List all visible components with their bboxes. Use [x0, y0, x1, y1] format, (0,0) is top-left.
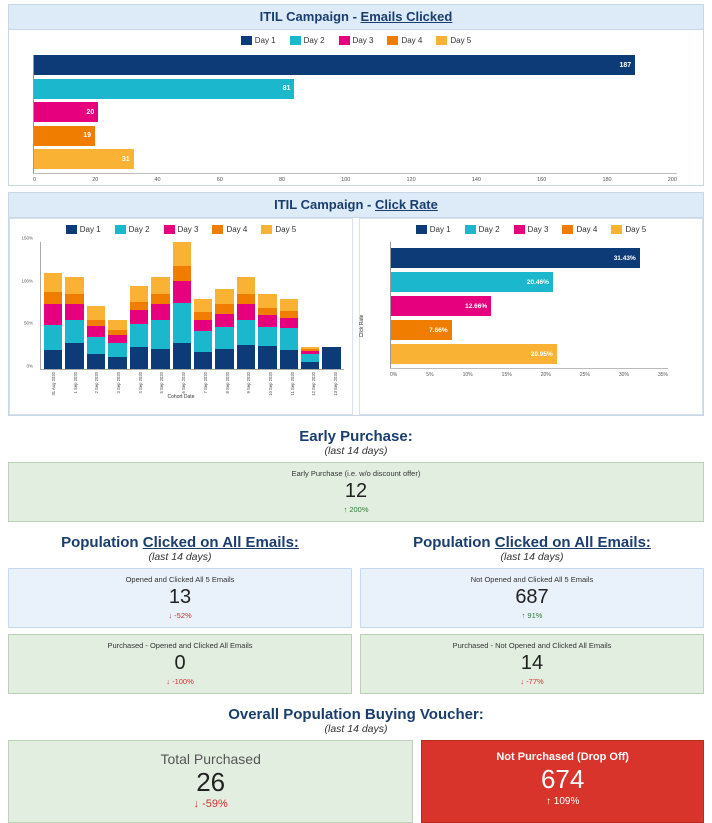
- legend-swatch: [339, 36, 350, 45]
- purchased-opened-clicked-label: Purchased - Opened and Clicked All Emails: [107, 641, 253, 650]
- click-rate-bar[interactable]: [391, 320, 452, 340]
- legend-item[interactable]: [339, 36, 374, 45]
- cohort-segment: [258, 315, 276, 327]
- cohort-segment: [173, 281, 191, 303]
- purchased-not-opened-clicked-value: 14: [520, 652, 544, 674]
- axis-tick-label: 20%: [540, 372, 551, 378]
- axis-tick-label: 0%: [390, 372, 398, 378]
- cohort-column[interactable]: [194, 299, 212, 369]
- click-rate-yaxis-label: Click Rate: [359, 314, 365, 338]
- emails-clicked-title-link[interactable]: Emails Clicked: [360, 9, 453, 24]
- cohort-column[interactable]: [151, 277, 169, 369]
- click-rate-bar[interactable]: [391, 296, 491, 316]
- emails-clicked-title-prefix: ITIL Campaign -: [259, 9, 361, 24]
- cohort-segment: [237, 345, 255, 369]
- emails-clicked-bar[interactable]: [34, 79, 294, 99]
- population-right-subtitle: (last 14 days): [500, 551, 564, 563]
- axis-tick-label: 20: [92, 177, 99, 183]
- not-purchased-delta: [426, 796, 699, 807]
- total-purchased-arrow-icon: ↓: [193, 798, 200, 810]
- legend-item[interactable]: [290, 36, 325, 45]
- axis-tick-label: 180: [602, 177, 612, 183]
- axis-tick-label: 80: [278, 177, 286, 183]
- click-rate-bar-row: [391, 248, 668, 268]
- not-opened-clicked-all-label: Not Opened and Clicked All 5 Emails: [470, 575, 594, 584]
- axis-tick-label: 11 Sep 2020: [289, 372, 295, 396]
- population-left-subtitle: (last 14 days): [148, 551, 212, 563]
- legend-swatch: [241, 36, 252, 45]
- axis-tick-label: 25%: [579, 372, 590, 378]
- emails-clicked-plot: [33, 55, 677, 173]
- cohort-segment: [151, 320, 169, 349]
- cohort-segment: [258, 327, 276, 346]
- cohort-segment: [280, 311, 298, 318]
- early-purchase-card-label: Early Purchase (i.e. w/o discount offer): [291, 469, 421, 478]
- legend-label: Day 2: [128, 225, 150, 234]
- legend-swatch: [436, 36, 447, 45]
- click-rate-panel: [8, 192, 704, 416]
- bar-value-label: 20: [86, 108, 95, 116]
- purchased-opened-clicked-delta-value: -100%: [172, 677, 194, 686]
- legend-swatch: [261, 225, 272, 234]
- cohort-segment: [130, 347, 148, 369]
- cohort-segment: [215, 304, 233, 313]
- legend-item[interactable]: [611, 225, 646, 234]
- cohort-segment: [130, 302, 148, 311]
- cohort-segment: [87, 320, 105, 327]
- legend-label: Day 3: [527, 225, 549, 234]
- axis-tick-label: 30%: [618, 372, 629, 378]
- bar-value-label: 7.66%: [429, 326, 448, 334]
- click-rate-bar-row: [391, 320, 668, 340]
- cohort-segment: [280, 299, 298, 311]
- cohort-yaxis: [10, 235, 36, 369]
- legend-item[interactable]: [261, 225, 296, 234]
- legend-swatch: [387, 36, 398, 45]
- cohort-xaxis: [40, 370, 344, 396]
- legend-label: Day 3: [177, 225, 199, 234]
- early-purchase-subtitle: (last 14 days): [324, 445, 388, 457]
- cohort-segment: [280, 328, 298, 350]
- axis-tick-label: 8 Sep 2020: [224, 372, 230, 394]
- cohort-column[interactable]: [322, 347, 340, 369]
- axis-tick-label: 160: [537, 177, 547, 183]
- legend-item[interactable]: [66, 225, 101, 234]
- axis-tick-label: 12 Sep 2020: [311, 372, 317, 396]
- legend-item[interactable]: [212, 225, 247, 234]
- axis-tick-label: 9 Sep 2020: [246, 372, 252, 394]
- not-purchased-card[interactable]: [421, 740, 704, 823]
- axis-tick-label: 200: [667, 177, 677, 183]
- legend-swatch: [115, 225, 126, 234]
- click-rate-xaxis: [390, 368, 668, 378]
- total-purchased-label: Total Purchased: [160, 751, 261, 767]
- axis-tick-label: 35%: [657, 372, 668, 378]
- cohort-segment: [44, 325, 62, 351]
- emails-clicked-panel: [8, 4, 704, 186]
- legend-label: Day 3: [352, 36, 374, 45]
- legend-item[interactable]: [416, 225, 451, 234]
- legend-swatch: [514, 225, 525, 234]
- axis-tick-label: 1 Sep 2020: [72, 372, 78, 394]
- cohort-segment: [173, 266, 191, 281]
- cohort-segment: [173, 242, 191, 266]
- population-left-title-link[interactable]: Clicked on All Emails:: [142, 534, 299, 551]
- cohort-segment: [215, 289, 233, 304]
- cohort-segment: [65, 343, 83, 369]
- cohort-segment: [215, 327, 233, 348]
- not-opened-clicked-all-delta: [365, 611, 699, 620]
- cohort-segment: [301, 354, 319, 363]
- cohort-segment: [87, 337, 105, 354]
- emails-clicked-bar[interactable]: [34, 126, 95, 146]
- population-left-title-prefix: Population: [61, 534, 143, 551]
- not-opened-clicked-all-value: 687: [515, 586, 549, 608]
- population-row-1: [8, 568, 704, 628]
- cohort-column[interactable]: [65, 277, 83, 369]
- bar-value-label: 31.43%: [613, 254, 636, 262]
- legend-label: Day 1: [254, 36, 276, 45]
- cohort-segment: [237, 277, 255, 294]
- click-rate-bar[interactable]: [391, 344, 557, 364]
- cohort-segment: [258, 294, 276, 308]
- total-purchased-delta: [13, 798, 408, 810]
- cohort-segment: [44, 292, 62, 304]
- not-purchased-delta-value: 109%: [553, 796, 580, 808]
- legend-item[interactable]: [562, 225, 597, 234]
- purchased-opened-clicked-arrow-icon: ↓: [166, 677, 170, 686]
- not-purchased-value: 674: [540, 764, 585, 794]
- legend-swatch: [212, 225, 223, 234]
- legend-item[interactable]: [115, 225, 150, 234]
- not-opened-clicked-all-delta-value: 91%: [527, 611, 543, 620]
- early-purchase-title: Early Purchase:: [299, 428, 413, 445]
- cohort-segment: [65, 320, 83, 344]
- opened-clicked-all-delta: [13, 611, 347, 620]
- purchased-opened-clicked-delta: [13, 677, 347, 686]
- total-purchased-value: 26: [196, 767, 226, 797]
- population-right-title: [360, 528, 704, 551]
- cohort-segment: [151, 294, 169, 304]
- not-purchased-label: Not Purchased (Drop Off): [496, 751, 629, 763]
- click-rate-bar-row: [391, 272, 668, 292]
- overall-subtitle: (last 14 days): [324, 723, 388, 735]
- cohort-stacked-chart: [9, 218, 353, 415]
- cohort-xaxis-label: Cohort Date: [167, 394, 195, 400]
- purchased-not-opened-clicked-delta: [365, 677, 699, 686]
- emails-clicked-bar[interactable]: [34, 149, 134, 169]
- cohort-column[interactable]: [108, 320, 126, 369]
- axis-tick-label: 3 Sep 2020: [116, 372, 121, 394]
- emails-clicked-bar[interactable]: [34, 55, 635, 75]
- not-purchased-arrow-icon: ↑: [545, 796, 551, 808]
- opened-clicked-all-card[interactable]: [8, 568, 352, 628]
- bar-value-label: 12.66%: [465, 302, 488, 310]
- opened-clicked-all-arrow-icon: ↓: [168, 611, 173, 620]
- early-purchase-card-delta: [13, 505, 699, 514]
- emails-clicked-chart: [9, 49, 703, 185]
- axis-tick-label: 10 Sep 2020: [268, 372, 273, 396]
- emails-clicked-title: [9, 5, 703, 30]
- cohort-column[interactable]: [258, 294, 276, 369]
- legend-item[interactable]: [436, 36, 471, 45]
- cohort-plot-wrap: [10, 235, 352, 414]
- legend-item[interactable]: [387, 36, 422, 45]
- cohort-segment: [151, 349, 169, 369]
- cohort-column[interactable]: [87, 306, 105, 369]
- cohort-segment: [108, 343, 126, 357]
- legend-label: Day 1: [429, 225, 451, 234]
- purchased-opened-clicked-value: 0: [174, 652, 186, 674]
- purchased-opened-clicked-card[interactable]: [8, 634, 352, 694]
- not-opened-clicked-all-arrow-icon: ↑: [521, 611, 526, 620]
- legend-label: Day 2: [303, 36, 325, 45]
- cohort-segment: [194, 299, 212, 312]
- cohort-segment: [44, 273, 62, 292]
- cohort-segment: [87, 326, 105, 336]
- cohort-plot: [40, 242, 344, 370]
- cohort-segment: [151, 277, 169, 294]
- axis-tick-label: 7 Sep 2020: [202, 372, 208, 394]
- legend-item[interactable]: [164, 225, 199, 234]
- early-purchase-card[interactable]: [8, 462, 704, 522]
- opened-clicked-all-value: 13: [168, 586, 192, 608]
- axis-tick-label: 13 Sep 2020: [333, 372, 339, 396]
- legend-swatch: [562, 225, 573, 234]
- bar-value-label: 187: [619, 61, 632, 69]
- cohort-segment: [65, 277, 83, 294]
- cohort-segment: [215, 314, 233, 328]
- cohort-column[interactable]: [44, 273, 62, 369]
- cohort-segment: [65, 294, 83, 304]
- click-rate-bars-chart: [359, 218, 703, 415]
- legend-swatch: [416, 225, 427, 234]
- click-rate-title-prefix: ITIL Campaign -: [274, 197, 375, 212]
- cohort-column[interactable]: [173, 242, 191, 369]
- axis-tick-label: 0%: [26, 363, 33, 369]
- bar-value-label: 81: [282, 85, 291, 92]
- legend-swatch: [66, 225, 77, 234]
- click-rate-title-link[interactable]: Click Rate: [375, 197, 438, 212]
- axis-tick-label: 100: [341, 177, 351, 183]
- cohort-segment: [65, 304, 83, 319]
- opened-clicked-all-delta-value: -52%: [174, 611, 192, 620]
- overall-title: Overall Population Buying Voucher:: [228, 706, 484, 723]
- cohort-column[interactable]: [280, 299, 298, 369]
- cohort-segment: [258, 308, 276, 316]
- cohort-column[interactable]: [301, 347, 319, 369]
- cohort-column[interactable]: [215, 289, 233, 369]
- population-right-title-link[interactable]: Clicked on All Emails:: [494, 534, 651, 551]
- total-purchased-card[interactable]: [8, 740, 413, 823]
- click-rate-title: [9, 193, 703, 218]
- axis-tick-label: 4 Sep 2020: [137, 372, 143, 394]
- axis-tick-label: 15%: [501, 372, 512, 378]
- click-rate-bar[interactable]: [391, 248, 640, 268]
- emails-clicked-bar-row: [34, 126, 677, 146]
- cohort-segment: [194, 331, 212, 351]
- axis-tick-label: 6 Sep 2020: [181, 372, 187, 394]
- axis-tick-label: 120: [406, 177, 416, 183]
- legend-swatch: [164, 225, 175, 234]
- cohort-segment: [151, 304, 169, 319]
- click-rate-plot: [390, 242, 668, 368]
- cohort-segment: [130, 310, 148, 324]
- bar-value-label: 19: [83, 132, 92, 139]
- cohort-segment: [194, 320, 212, 332]
- purchased-not-opened-clicked-arrow-icon: ↓: [520, 677, 525, 686]
- purchased-not-opened-clicked-delta-value: -77%: [526, 677, 544, 686]
- axis-tick-label: 100%: [21, 278, 33, 284]
- cohort-segment: [173, 343, 191, 369]
- bar-value-label: 31: [121, 155, 130, 163]
- legend-label: Day 1: [79, 225, 101, 234]
- legend-label: Day 5: [275, 225, 297, 234]
- cohort-segment: [237, 294, 255, 304]
- bar-value-label: 20.95%: [530, 350, 553, 358]
- emails-clicked-bar-row: [34, 102, 677, 122]
- axis-tick-label: 31 Aug 2020: [50, 372, 56, 396]
- axis-tick-label: 10%: [462, 372, 473, 378]
- cohort-segment: [108, 320, 126, 330]
- legend-label: Day 4: [401, 36, 423, 45]
- click-rate-charts: [9, 218, 703, 415]
- legend-swatch: [465, 225, 476, 234]
- population-titles: [8, 528, 704, 568]
- emails-clicked-bar-row: [34, 149, 677, 169]
- early-purchase-card-value: 12: [344, 480, 368, 502]
- early-purchase-arrow-icon: ↑: [343, 505, 348, 514]
- axis-tick-label: 60: [216, 177, 223, 183]
- total-purchased-delta-value: -59%: [202, 798, 228, 810]
- emails-clicked-bar[interactable]: [34, 102, 98, 122]
- cohort-segment: [215, 349, 233, 369]
- cohort-segment: [108, 357, 126, 369]
- legend-swatch: [290, 36, 301, 45]
- cohort-segment: [44, 350, 62, 369]
- axis-tick-label: 5%: [426, 372, 434, 378]
- population-row-2: [8, 634, 704, 694]
- legend-label: Day 4: [576, 225, 598, 234]
- purchased-not-opened-clicked-label: Purchased - Not Opened and Clicked All Emails: [452, 641, 612, 650]
- population-right-title-prefix: Population: [413, 534, 495, 551]
- not-opened-clicked-all-card[interactable]: [360, 568, 704, 628]
- legend-item[interactable]: [465, 225, 500, 234]
- cohort-segment: [194, 312, 212, 320]
- purchased-not-opened-clicked-card[interactable]: [360, 634, 704, 694]
- cohort-segment: [194, 352, 212, 369]
- axis-tick-label: 40: [154, 177, 161, 183]
- cohort-segment: [87, 354, 105, 369]
- click-rate-bar-row: [391, 296, 668, 316]
- cohort-segment: [130, 324, 148, 347]
- cohort-segment: [130, 286, 148, 301]
- emails-clicked-legend: [9, 30, 703, 49]
- axis-tick-label: 150%: [21, 235, 33, 241]
- axis-tick-label: 2 Sep 2020: [94, 372, 100, 394]
- click-rate-bar-row: [391, 344, 668, 364]
- cohort-column[interactable]: [237, 277, 255, 369]
- emails-clicked-xaxis: [33, 173, 677, 183]
- overall-row: [8, 740, 704, 823]
- cohort-segment: [301, 362, 319, 369]
- emails-clicked-bar-row: [34, 55, 677, 75]
- axis-tick-label: 50%: [23, 320, 33, 326]
- cohort-segment: [280, 350, 298, 369]
- cohort-column[interactable]: [130, 286, 148, 369]
- cohort-segment: [108, 335, 126, 344]
- cohort-legend: [10, 219, 352, 238]
- cohort-segment: [44, 304, 62, 324]
- cohort-segment: [173, 303, 191, 342]
- cohort-segment: [237, 304, 255, 319]
- early-purchase-delta-value: 200%: [349, 505, 369, 514]
- click-rate-plot-wrap: [360, 238, 702, 414]
- legend-label: Day 4: [226, 225, 248, 234]
- cohort-segment: [280, 318, 298, 328]
- cohort-segment: [258, 346, 276, 369]
- legend-item[interactable]: [241, 36, 276, 45]
- axis-tick-label: 140: [471, 177, 481, 183]
- cohort-segment: [237, 320, 255, 346]
- cohort-segment: [322, 347, 340, 369]
- legend-label: Day 2: [478, 225, 500, 234]
- bar-value-label: 20.46%: [526, 278, 549, 286]
- emails-clicked-bar-row: [34, 79, 677, 99]
- axis-tick-label: 0: [33, 177, 37, 183]
- cohort-segment: [87, 306, 105, 320]
- legend-swatch: [611, 225, 622, 234]
- legend-label: Day 5: [450, 36, 472, 45]
- opened-clicked-all-label: Opened and Clicked All 5 Emails: [125, 575, 235, 584]
- population-left-title: [8, 528, 352, 551]
- axis-tick-label: 5 Sep 2020: [159, 372, 165, 394]
- legend-item[interactable]: [514, 225, 549, 234]
- click-rate-legend: [360, 219, 702, 238]
- legend-label: Day 5: [625, 225, 647, 234]
- click-rate-bar[interactable]: [391, 272, 553, 292]
